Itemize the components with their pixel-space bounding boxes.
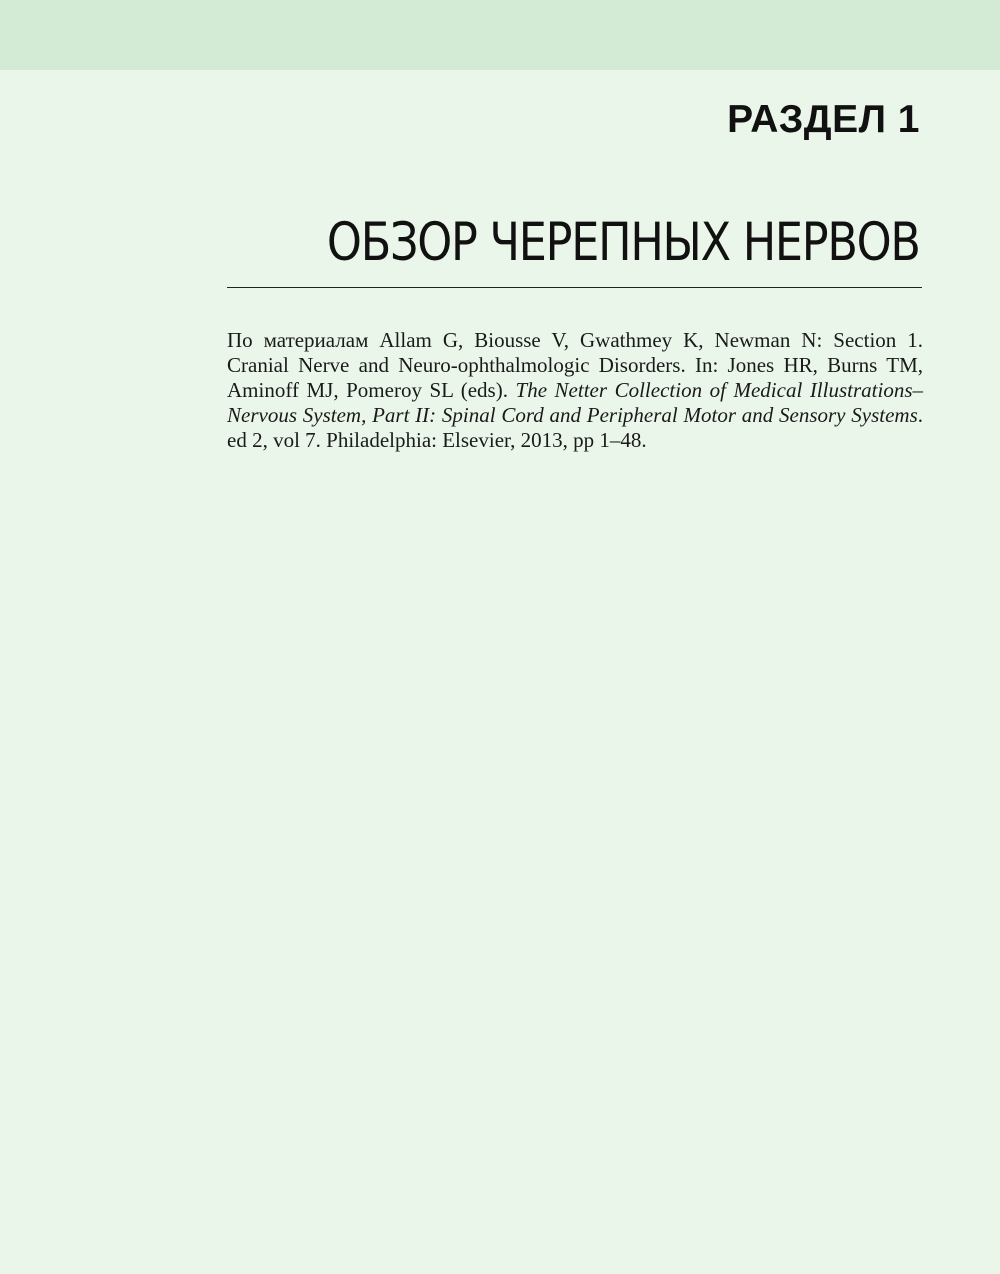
title-divider [227, 287, 922, 288]
chapter-title: ОБЗОР ЧЕРЕПНЫХ НЕРВОВ [327, 212, 920, 273]
citation-publication: . ed 2, vol 7. Philadelphia: Elsevier, 2013, pp 1–48. [227, 403, 923, 452]
top-color-band [0, 0, 1000, 70]
citation-intro: По материалам Allam G, Biousse V, Gwathmey K, Newman N: Section 1. Cranial Nerve and Neuro-ophthalmologic Disorders. In: Jones HR, Burns TM, Aminoff MJ, Pomeroy SL (eds). [227, 328, 923, 402]
section-label: РАЗДЕЛ 1 [727, 98, 920, 141]
source-citation [227, 328, 923, 453]
citation-book-title: The Netter Collection of Medical Illustrations–Nervous System, Part II: Spinal Cord and Peripheral Motor and Sensory Systems [227, 378, 924, 427]
